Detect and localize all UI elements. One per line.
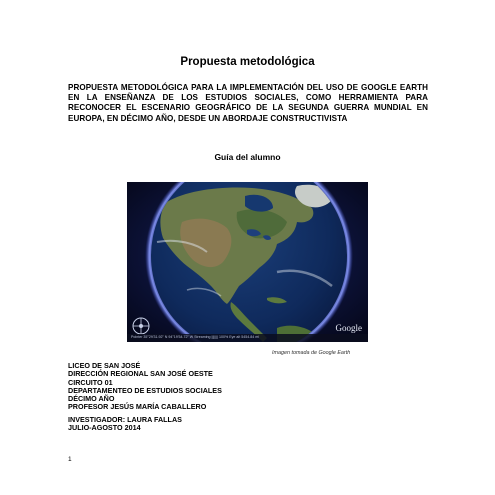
compass-icon xyxy=(133,318,149,334)
page-title: Propuesta metodológica xyxy=(180,56,315,68)
institution-line: DEPARTAMENTEO DE ESTUDIOS SOCIALES xyxy=(68,385,222,395)
author-line: INVESTIGADOR: LAURA FALLAS xyxy=(68,415,182,424)
map-status-bar: Pointer 35°29'31.92" N 94°19'54.72" W Streaming ||||||| 100% Eye alt 5454.84 mi xyxy=(131,335,260,339)
author-block xyxy=(68,416,182,433)
globe-picture xyxy=(127,182,368,342)
google-earth-image xyxy=(127,182,368,342)
institution-line: DIRECCIÓN REGIONAL SAN JOSÉ OESTE xyxy=(68,369,213,379)
guide-heading: Guía del alumno xyxy=(214,152,281,162)
image-caption: Imagen tomada de Google Earth xyxy=(272,350,351,356)
institution-line: LICEO DE SAN JOSÉ xyxy=(68,361,141,370)
google-watermark: Google xyxy=(335,323,362,333)
institution-line: CIRCUITO 01 xyxy=(68,377,113,387)
institution-line: PROFESOR JESÚS MARÍA CABALLERO xyxy=(68,402,207,412)
date-line: JULIO-AGOSTO 2014 xyxy=(68,423,141,433)
page-number: 1 xyxy=(68,456,72,463)
institution-block xyxy=(68,362,222,412)
institution-line: DÉCIMO AÑO xyxy=(68,394,115,404)
document-subtitle: PROPUESTA METODOLÓGICA PARA LA IMPLEMENTACIÓN DEL USO DE GOOGLE EARTH EN LA ENSEÑANZA DE LOS ESTUDIOS SOCIALES, COMO HERRAMIENTA PARA RECONOCER EL ESCENARIO GEOGRÁFICO DE LA SEGUNDA GUERRA MUNDIAL EN EUROPA, EN DÉCIMO AÑO, DESDE UN ABORDAJE CONSTRUCTIVISTA xyxy=(68,83,428,123)
